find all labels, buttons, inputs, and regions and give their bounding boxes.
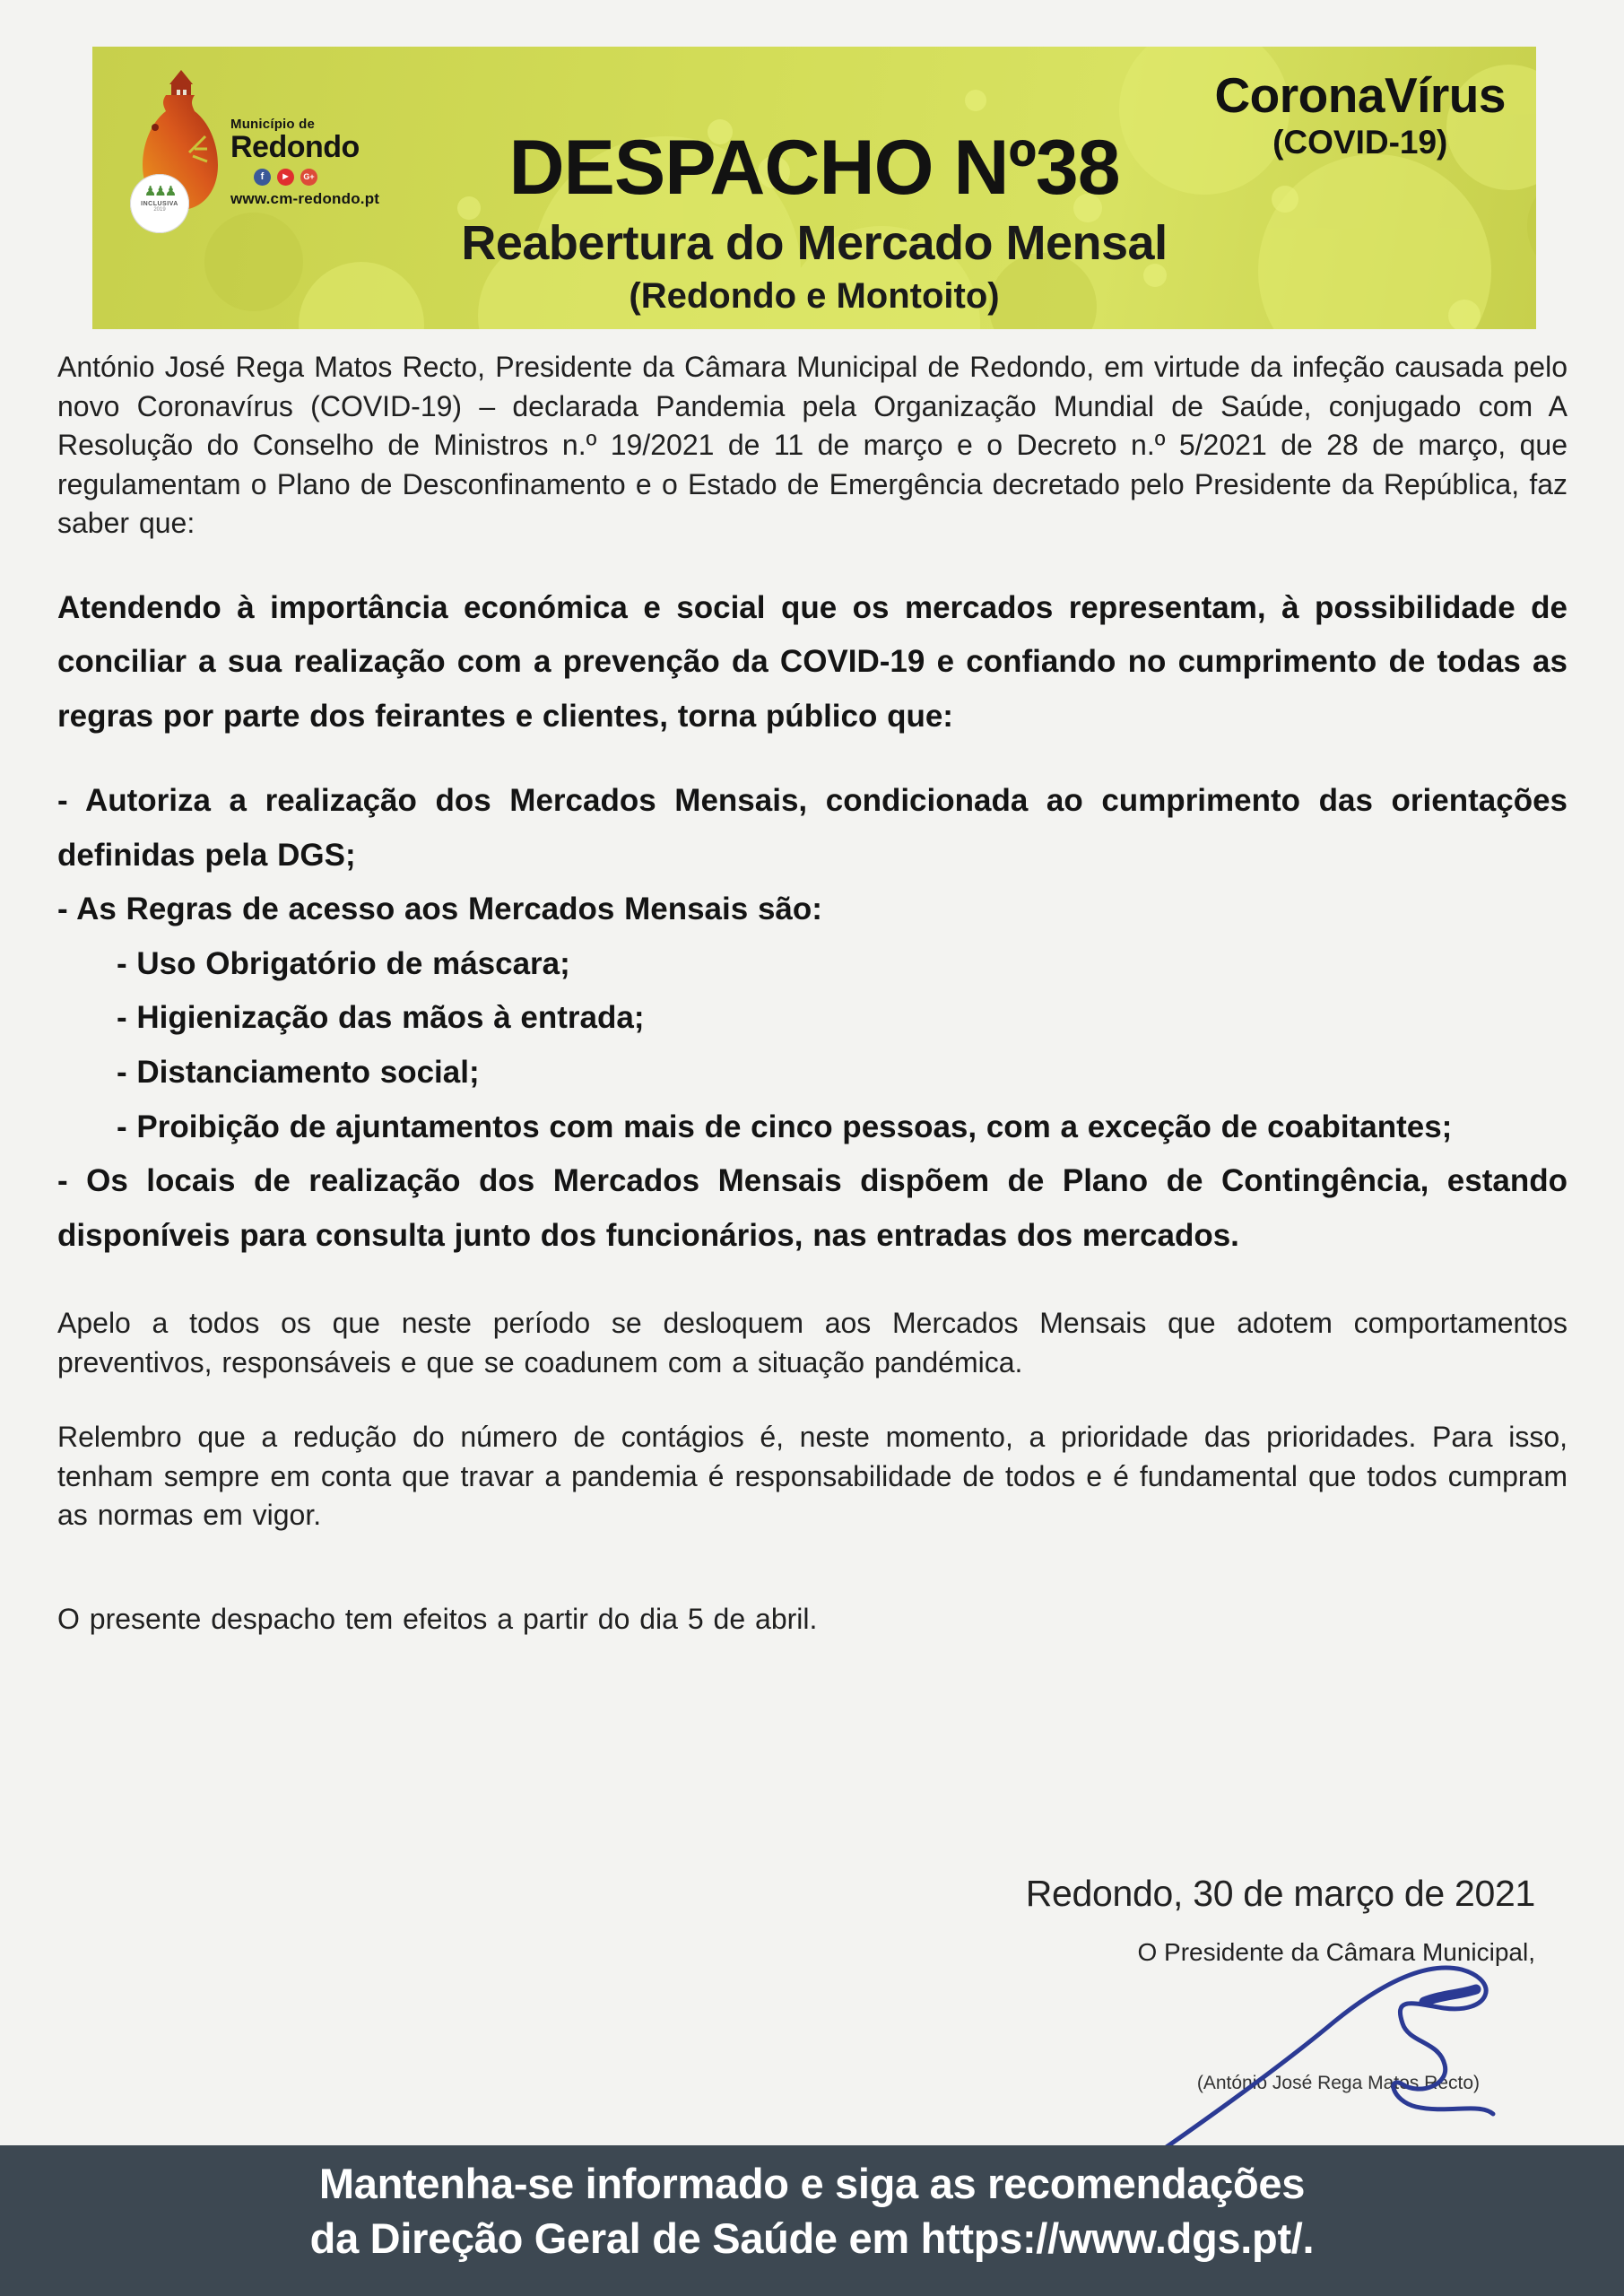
appeal-paragraph: Apelo a todos os que neste período se desloquem aos Mercados Mensais que adotem comportamentos preventivos, responsáveis e que se coadunem com a situação pandémica. [57,1307,1568,1378]
header-banner [92,47,1536,329]
signer-role-line: O Presidente da Câmara Municipal, [1137,1938,1535,1966]
municipality-website: www.cm-redondo.pt [230,189,380,207]
rule-subitem: - Proibição de ajuntamentos com mais de cinco pessoas, com a exceção de coabitantes; [117,1109,1453,1144]
signature-block [890,1873,1535,2094]
inclusiva-people-icon: ♟♟♟ [143,184,176,199]
footer-line2: da Direção Geral de Saúde em https://www.dgs.pt/. [309,2214,1315,2263]
reminder-paragraph: Relembro que a redução do número de contágios é, neste momento, a prioridade das prioridades. Para isso, tenham sempre em conta que travar a pandemia é responsabilidade de todos e é fundamental que todos cumpram as normas em vigor. [57,1421,1568,1532]
footer-line1: Mantenha-se informado e siga as recomendações [318,2160,1306,2207]
rule-subitem: - Higienização das mãos à entrada; [117,1000,645,1036]
page-subtitle: Reabertura do Mercado Mensal [461,216,1168,270]
statement-paragraph: Atendendo à importância económica e social que os mercados representam, à possibilidade de conciliar a sua realização com a prevenção da COVID-19 e confiando no cumprimento de todas as regras por parte dos feirantes e clientes, torna público que: [57,589,1568,734]
rule-subitem: - Distanciamento social; [117,1054,480,1090]
youtube-icon: ▶ [277,169,294,186]
coronavirus-title: CoronaVírus [1214,67,1506,123]
facebook-icon: f [254,169,271,186]
googleplus-icon: G+ [300,169,317,186]
signer-name-line: (António José Rega Matos Recto) [1196,2073,1480,2093]
footer-banner [0,2145,1624,2296]
document-body [57,348,1568,1639]
rule-item: - As Regras de acesso aos Mercados Mensais são: [57,891,822,927]
place-date-line: Redondo, 30 de março de 2021 [1025,1873,1535,1914]
region-line: (Redondo e Montoito) [629,276,1000,316]
rule-subitem: - Uso Obrigatório de máscara; [117,945,570,981]
inclusiva-badge-label: INCLUSIVA [141,201,178,207]
page-title: DESPACHO Nº38 [508,125,1120,211]
intro-paragraph: António José Rega Matos Recto, Presidente da Câmara Municipal de Redondo, em virtude da infeção causada pelo novo Coronavírus (COVID-19) – declarada Pandemia pela Organização Mundial de Saúde, conjugado com A Resolução do Conselho de Ministros n.º 19/2021 de 11 de março e o Decreto n.º 5/2021 de 28 de março, que regulamentam o Plano de Desconfinamento e o Estado de Emergência decretado pelo Presidente da República, faz saber que: [57,351,1568,540]
coronavirus-label [1214,67,1506,161]
effective-date-paragraph: O presente despacho tem efeitos a partir do dia 5 de abril. [57,1602,818,1635]
logo-org-name: Redondo [230,130,360,164]
covid19-subtitle: (COVID-19) [1272,123,1448,161]
rules-list [57,774,1568,1263]
logo-org-prefix: Município de [230,117,316,132]
rule-item: - Os locais de realização dos Mercados Mensais dispõem de Plano de Contingência, estando disponíveis para consulta junto dos funcionários, nas entradas dos mercados. [57,1163,1568,1253]
rule-item: - Autoriza a realização dos Mercados Mensais, condicionada ao cumprimento das orientações definidas pela DGS; [57,783,1568,873]
inclusiva-badge-year: 2019 [153,207,166,213]
